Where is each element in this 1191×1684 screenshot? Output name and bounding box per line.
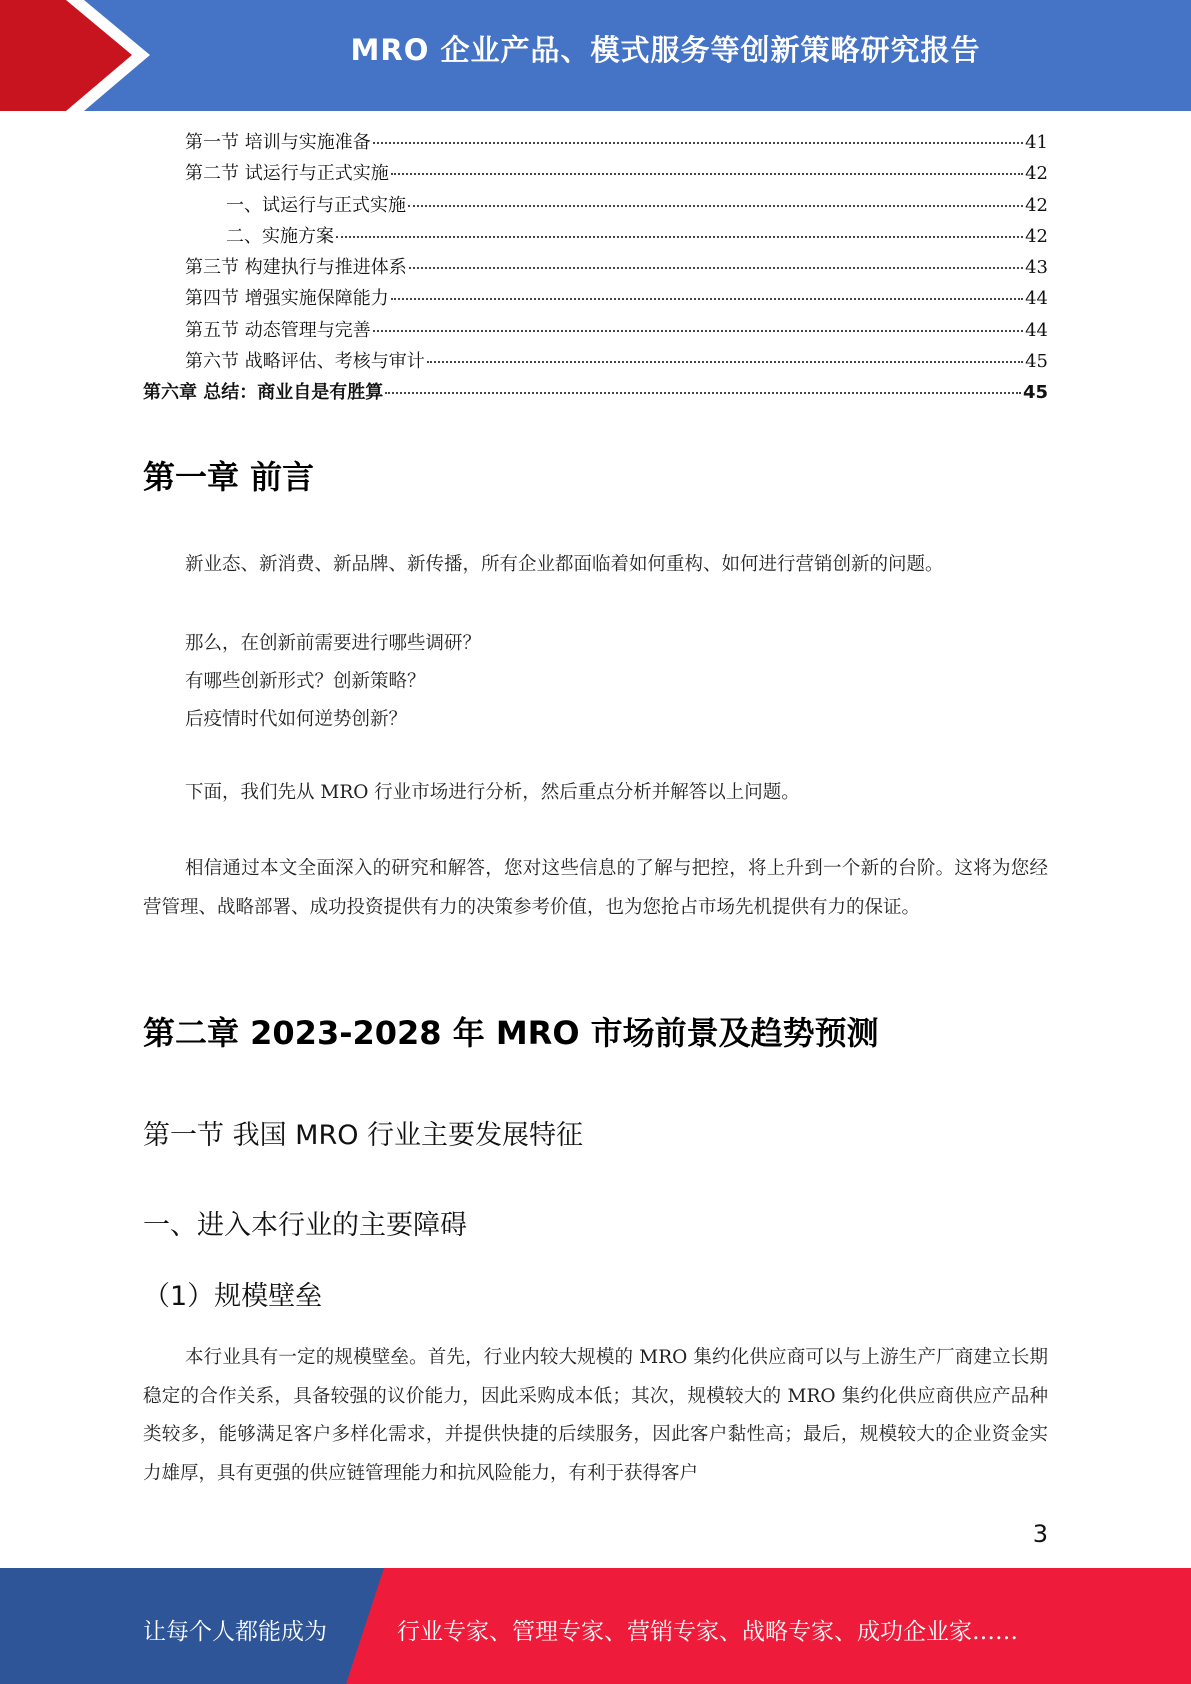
toc-leader-dots xyxy=(391,298,1023,300)
chapter-1-paragraph-2: 下面，我们先从 MRO 行业市场进行分析，然后重点分析并解答以上问题。 xyxy=(185,782,800,803)
toc-leader-dots xyxy=(391,173,1023,175)
toc-entry[interactable] xyxy=(143,347,1048,378)
toc-leader-dots xyxy=(336,236,1023,238)
toc-entry-page: 41 xyxy=(1025,132,1048,153)
toc-leader-dots xyxy=(373,142,1023,144)
toc-entry-title: 第五节 动态管理与完善 xyxy=(185,319,371,341)
toc-leader-dots xyxy=(373,330,1023,332)
footer-banner xyxy=(0,1568,1191,1684)
toc-entry-page: 44 xyxy=(1025,288,1048,310)
toc-entry-title: 第六章 总结：商业自是有胜算 xyxy=(143,382,384,404)
toc-entry[interactable] xyxy=(143,222,1048,253)
toc-entry-chapter[interactable] xyxy=(143,378,1048,409)
footer-slogan-left: 让每个人都能成为 xyxy=(143,1619,327,1645)
footer-slogan-right: 行业专家、管理专家、营销专家、战略专家、成功企业家…… xyxy=(397,1619,1018,1645)
chapter-1-paragraph-1: 新业态、新消费、新品牌、新传播，所有企业都面临着如何重构、如何进行营销创新的问题。 xyxy=(185,554,944,575)
toc-entry-title: 第四节 增强实施保障能力 xyxy=(185,288,389,310)
toc-entry-title: 二、实施方案 xyxy=(226,225,334,247)
table-of-contents xyxy=(143,128,1048,410)
chapter-2-paragraph-1: 本行业具有一定的规模壁垒。首先，行业内较大规模的 MRO 集约化供应商可以与上游生产厂商建立长期稳定的合作关系，具备较强的议价能力，因此采购成本低；其次，规模较大的 MRO 集约化供应商供应产品种类较多，能够满足客户多样化需求，并提供快捷的后续服务，因此客户黏性高；最后，规模较大的企业资金实力雄厚，具有更强的供应链管理能力和抗风险能力，有利于获得客户 xyxy=(143,1347,1048,1484)
toc-leader-dots xyxy=(385,392,1021,394)
section-heading: 第一节 我国 MRO 行业主要发展特征 xyxy=(143,1120,584,1151)
toc-entry-title: 第三节 构建执行与推进体系 xyxy=(185,257,407,279)
toc-entry-title: 第一节 培训与实施准备 xyxy=(185,132,371,153)
toc-entry-page: 45 xyxy=(1022,382,1048,404)
toc-leader-dots xyxy=(409,267,1023,269)
toc-entry[interactable] xyxy=(143,128,1048,159)
report-title: MRO 企业产品、模式服务等创新策略研究报告 xyxy=(350,33,981,67)
toc-entry-page: 42 xyxy=(1025,194,1048,216)
toc-entry[interactable] xyxy=(143,253,1048,284)
chapter-1-question-1: 那么，在创新前需要进行哪些调研？ xyxy=(185,633,482,654)
toc-entry[interactable] xyxy=(143,284,1048,315)
chapter-1-paragraph-3: 相信通过本文全面深入的研究和解答，您对这些信息的了解与把控，将上升到一个新的台阶。这将为您经营管理、战略部署、成功投资提供有力的决策参考价值，也为您抢占市场先机提供有力的保证。 xyxy=(143,858,1048,918)
toc-entry-page: 44 xyxy=(1025,319,1048,341)
toc-entry[interactable] xyxy=(143,159,1048,190)
toc-leader-dots xyxy=(427,361,1023,363)
chapter-1-question-3: 后疫情时代如何逆势创新？ xyxy=(185,709,408,730)
toc-entry[interactable] xyxy=(143,191,1048,222)
toc-leader-dots xyxy=(408,205,1023,207)
chapter-2-heading: 第二章 2023-2028 年 MRO 市场前景及趋势预测 xyxy=(143,1014,879,1052)
chapter-1-question-2: 有哪些创新形式？创新策略？ xyxy=(185,671,426,692)
chapter-1-heading: 第一章 前言 xyxy=(143,458,315,496)
header-banner xyxy=(0,0,1191,111)
page-number: 3 xyxy=(1032,1520,1048,1548)
toc-entry-page: 45 xyxy=(1025,351,1048,373)
toc-entry-page: 42 xyxy=(1025,225,1048,247)
sub-subsection-heading: （1）规模壁垒 xyxy=(143,1281,323,1312)
toc-entry-page: 42 xyxy=(1025,163,1048,185)
toc-entry-title: 一、试运行与正式实施 xyxy=(226,194,406,216)
toc-entry-page: 43 xyxy=(1025,257,1048,279)
toc-entry[interactable] xyxy=(143,316,1048,347)
toc-entry-title: 第二节 试运行与正式实施 xyxy=(185,163,389,185)
subsection-heading: 一、进入本行业的主要障碍 xyxy=(143,1210,467,1241)
toc-entry-title: 第六节 战略评估、考核与审计 xyxy=(185,351,425,373)
